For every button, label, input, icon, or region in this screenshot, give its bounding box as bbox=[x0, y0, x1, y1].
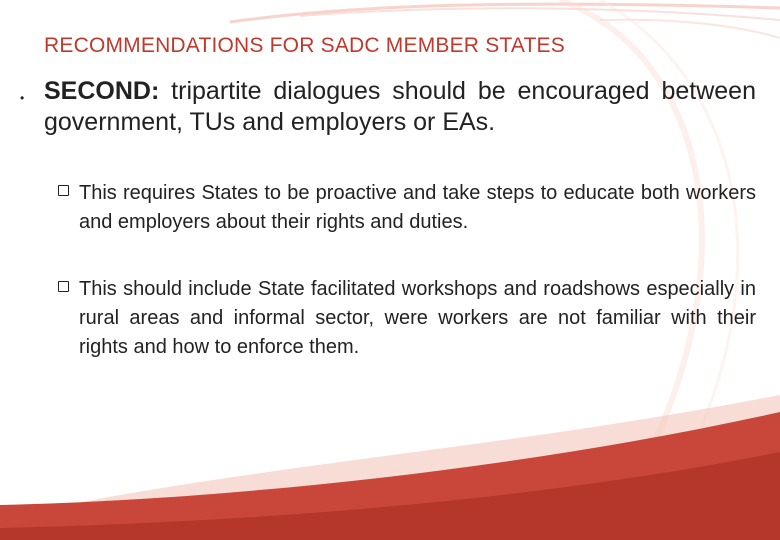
checkbox-bullet-icon bbox=[58, 185, 69, 196]
sub-point-1-text: This requires States to be proactive and take steps to educate both workers and employers about their rights and duties. bbox=[79, 182, 756, 233]
slide-title: RECOMMENDATIONS FOR SADC MEMBER STATES bbox=[44, 34, 565, 57]
checkbox-bullet-icon bbox=[58, 281, 69, 292]
sub-point-2-text: This should include State facilitated workshops and roadshows especially in rural areas and informal sector, were workers are not familiar with their rights and how to enforce them. bbox=[79, 278, 756, 358]
main-point bbox=[44, 76, 756, 138]
main-point-lead: SECOND: bbox=[44, 77, 160, 105]
main-point-text: tripartite dialogues should be encouraged between government, TUs and employers or EAs. bbox=[44, 77, 756, 136]
bullet-dot: • bbox=[20, 91, 25, 105]
